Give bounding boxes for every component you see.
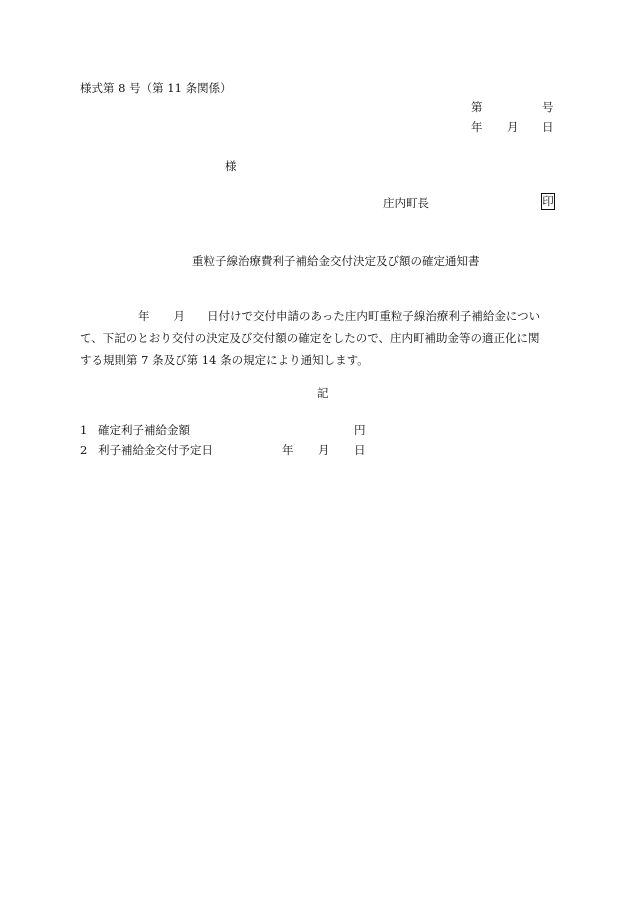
item-2-year: 年 bbox=[282, 443, 294, 457]
item-2-day: 日 bbox=[354, 443, 366, 457]
item-1-number: 1 bbox=[80, 423, 88, 437]
item-2-month: 月 bbox=[318, 443, 330, 457]
doc-date-year: 年 bbox=[471, 120, 483, 134]
item-1-label: 確定利子補給金額 bbox=[98, 423, 190, 437]
body-line-3: する規則第 7 条及び第 14 条の規定により通知します。 bbox=[80, 353, 369, 367]
body-line-1-text: 日付けで交付申請のあった庄内町重粒子線治療利子補給金につい bbox=[207, 309, 541, 323]
sender-name: 庄内町長 bbox=[383, 196, 429, 210]
ki-heading: 記 bbox=[317, 386, 329, 400]
doc-number-prefix: 第 bbox=[471, 100, 483, 114]
body-line-1 bbox=[80, 305, 577, 327]
addressee-honorific: 様 bbox=[225, 159, 237, 173]
body-date-month: 月 bbox=[173, 309, 185, 323]
doc-number-suffix: 号 bbox=[542, 100, 554, 114]
form-reference: 様式第 8 号（第 11 条関係） bbox=[80, 81, 232, 95]
body-line-2: て、下記のとおり交付の決定及び交付額の確定をしたので、庄内町補助金等の適正化に関 bbox=[80, 331, 540, 345]
item-2-label: 利子補給金交付予定日 bbox=[98, 443, 213, 457]
item-1-unit: 円 bbox=[354, 423, 366, 437]
doc-date-month: 月 bbox=[507, 120, 519, 134]
document-title: 重粒子線治療費利子補給金交付決定及び額の確定通知書 bbox=[192, 254, 480, 268]
item-2-number: 2 bbox=[80, 443, 88, 457]
body-date-year: 年 bbox=[138, 309, 150, 323]
doc-date-day: 日 bbox=[542, 120, 554, 134]
seal-mark: 印 bbox=[542, 194, 554, 208]
body-paragraph bbox=[80, 305, 577, 371]
